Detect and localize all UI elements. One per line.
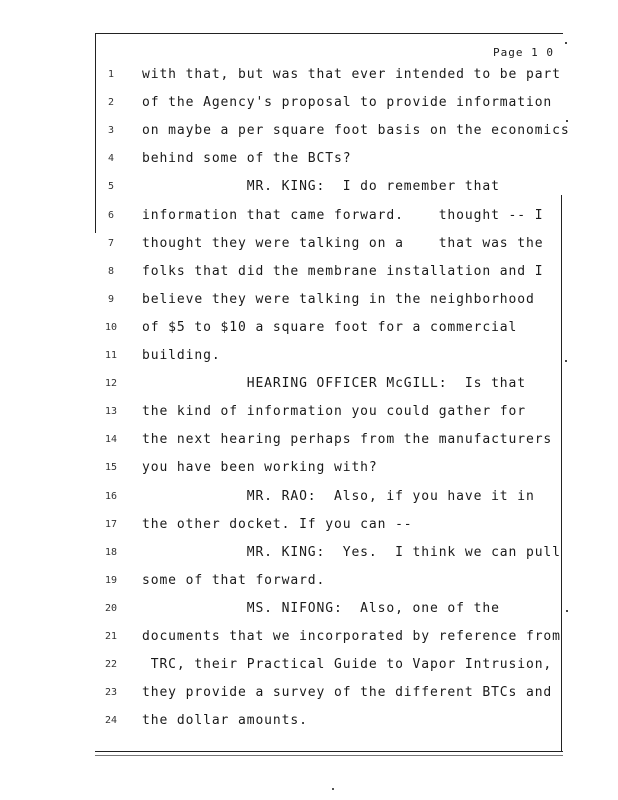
transcript-line bbox=[0, 711, 618, 731]
transcript-line bbox=[0, 177, 618, 197]
line-text: on maybe a per square foot basis on the economics bbox=[142, 123, 570, 139]
line-text: they provide a survey of the different BTCs and bbox=[142, 685, 553, 701]
scan-speck bbox=[566, 610, 568, 612]
line-number: 14 bbox=[104, 434, 118, 446]
line-text: MR. RAO: Also, if you have it in bbox=[142, 488, 535, 504]
line-text: the dollar amounts. bbox=[142, 713, 308, 729]
line-text: of $5 to $10 a square foot for a commercial bbox=[142, 319, 518, 335]
line-number: 16 bbox=[104, 490, 118, 502]
line-number: 12 bbox=[104, 378, 118, 390]
page-number-header: Page 1 0 bbox=[493, 46, 554, 59]
transcript-line bbox=[0, 318, 618, 338]
line-text: MR. KING: I do remember that bbox=[142, 179, 500, 195]
line-text: folks that did the membrane installation and I bbox=[142, 263, 544, 279]
transcript-line bbox=[0, 430, 618, 450]
transcript-line bbox=[0, 290, 618, 310]
line-number: 20 bbox=[104, 602, 118, 614]
page-border-top bbox=[95, 33, 563, 34]
scan-dot bbox=[332, 788, 334, 790]
line-number: 5 bbox=[107, 181, 115, 193]
line-text: thought they were talking on a that was the bbox=[142, 235, 544, 251]
transcript-line bbox=[0, 149, 618, 169]
line-number: 9 bbox=[107, 293, 115, 305]
line-number: 7 bbox=[107, 237, 115, 249]
line-number: 15 bbox=[104, 462, 118, 474]
transcript-line bbox=[0, 458, 618, 478]
transcript-line bbox=[0, 599, 618, 619]
line-number: 10 bbox=[104, 321, 118, 333]
line-text: building. bbox=[142, 348, 221, 363]
transcript-line bbox=[0, 571, 618, 591]
line-number: 24 bbox=[104, 715, 118, 727]
scan-speck bbox=[565, 360, 567, 362]
transcript-line bbox=[0, 262, 618, 282]
line-number: 17 bbox=[104, 518, 118, 530]
transcript-line bbox=[0, 374, 618, 394]
line-text: the other docket. If you can -- bbox=[142, 516, 413, 532]
transcript-line bbox=[0, 402, 618, 422]
scan-speck bbox=[565, 42, 567, 44]
line-text: information that came forward. thought -- I bbox=[142, 207, 544, 223]
transcript-line bbox=[0, 234, 618, 254]
line-number: 22 bbox=[104, 659, 118, 671]
line-text: the kind of information you could gather for bbox=[142, 404, 526, 420]
line-text: you have been working with? bbox=[142, 460, 378, 476]
line-text: documents that we incorporated by reference from bbox=[142, 629, 561, 644]
line-number: 13 bbox=[104, 406, 118, 418]
line-number: 23 bbox=[104, 687, 118, 699]
line-text: TRC, their Practical Guide to Vapor Intrusion, bbox=[142, 657, 553, 673]
line-text: HEARING OFFICER McGILL: Is that bbox=[142, 376, 526, 392]
line-text: behind some of the BCTs? bbox=[142, 151, 352, 167]
line-number: 2 bbox=[107, 97, 115, 109]
transcript-line bbox=[0, 515, 618, 535]
line-number: 3 bbox=[107, 125, 115, 137]
line-number: 4 bbox=[107, 153, 115, 165]
line-text: some of that forward. bbox=[142, 572, 326, 588]
scan-speck bbox=[566, 120, 568, 122]
transcript-line bbox=[0, 487, 618, 507]
transcript-line bbox=[0, 627, 618, 647]
line-number: 6 bbox=[107, 209, 115, 221]
transcript-line bbox=[0, 93, 618, 113]
line-text: MR. KING: Yes. I think we can pull bbox=[142, 544, 561, 560]
transcript-line bbox=[0, 65, 618, 85]
page-border-bottom bbox=[95, 751, 563, 752]
transcript-line bbox=[0, 206, 618, 226]
transcript-line bbox=[0, 655, 618, 675]
line-text: the next hearing perhaps from the manufacturers bbox=[142, 432, 553, 448]
line-number: 19 bbox=[104, 574, 118, 586]
line-number: 21 bbox=[104, 631, 118, 642]
transcript-line bbox=[0, 346, 618, 366]
line-number: 8 bbox=[107, 265, 115, 277]
transcript-line bbox=[0, 121, 618, 141]
transcript-line bbox=[0, 543, 618, 563]
line-number: 11 bbox=[104, 350, 118, 361]
line-text: believe they were talking in the neighborhood bbox=[142, 291, 535, 307]
page-border-bottom-shadow bbox=[95, 755, 563, 756]
transcript-line bbox=[0, 683, 618, 703]
line-number: 1 bbox=[107, 69, 115, 80]
line-number: 18 bbox=[104, 546, 118, 558]
line-text: of the Agency's proposal to provide information bbox=[142, 95, 553, 111]
line-text: with that, but was that ever intended to be part bbox=[142, 67, 561, 82]
line-text: MS. NIFONG: Also, one of the bbox=[142, 600, 500, 616]
